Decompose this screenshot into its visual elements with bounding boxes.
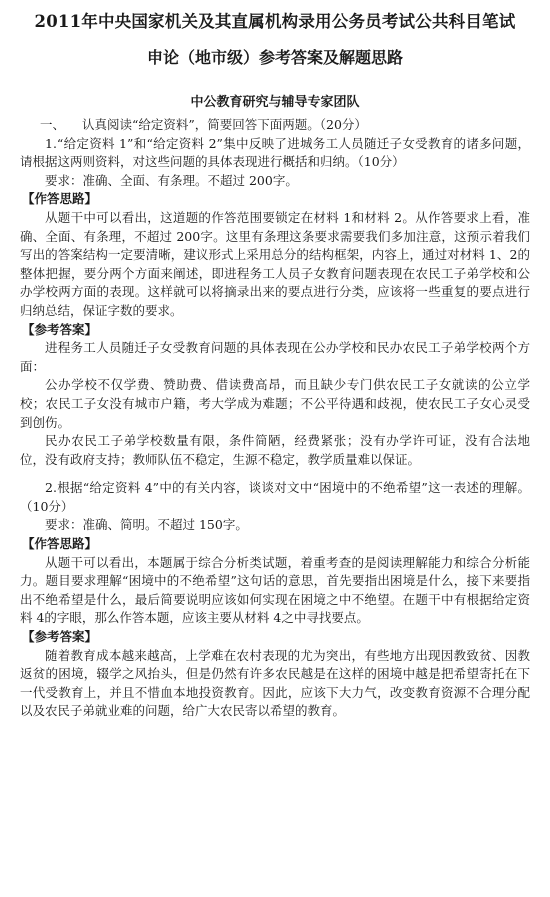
q2-answer: 随着教育成本越来越高，上学难在农村表现的尤为突出，有些地方出现因教致贫、因教返贫的困境，辍学之风抬头，但是仍然有许多农民越是在这样的困境中越是把希望寄托在下一代受教育上，并且不惜血本地投资教育。因此，应该下大力气，改变教育资源不合理分配以及农民子弟就业难的问题，给广大农民寄以希望的教育。 (20, 647, 530, 719)
q2-question: 2.根据“给定资料 4”中的有关内容，谈谈对文中“困境中的不绝希望”这一表述的理解。（10分） (20, 480, 530, 514)
document-title: 2011年中央国家机关及其直属机构录用公务员考试公共科目笔试 (34, 12, 516, 31)
q1-answer-private: 民办农民工子弟学校数量有限，条件简陋，经费紧张；没有办学许可证，没有合法地位，没有政府支持；教师队伍不稳定，生源不稳定，教学质量难以保证。 (20, 433, 530, 467)
q1-idea: 从题干中可以看出，这道题的作答范围要锁定在材料 1和材料 2。从作答要求上看，准确、全面、有条理，不超过 200字。这里有条理这条要求需要我们多加注意，这预示着我们写出的答案结构一定要清晰，建议形式上采用总分的结构框架，内容上，通过对材料 1、2的整体把握，要分两个方面来阐述，即进程务工人员子女教育问题表现在农民工子弟学校和公办学校两方面的表现。这样就可以将摘录出来的要点进行分类，应该将一些重复的要点进行归纳总结，保证字数的要求。 (20, 209, 530, 318)
document-subtitle: 申论（地市级）参考答案及解题思路 (146, 48, 403, 67)
q1-answer-tag: 【参考答案】 (22, 321, 98, 337)
section-number: 一、 (40, 117, 66, 132)
q2-idea: 从题干可以看出，本题属于综合分析类试题，着重考查的是阅读理解能力和综合分析能力。题目要求理解“困境中的不绝希望”这句话的意思，首先要指出困境是什么，接下来要指出不绝希望是什么，最后简要说明应该如何实现在困境之中不绝望。在题干中有根据给定资料 4的字眼，那么作答本题，应该主要从材料 4之中寻找要点。 (20, 554, 530, 626)
section-heading (20, 116, 530, 135)
spacer (20, 469, 530, 479)
q1-question: 1.“给定资料 1”和“给定资料 2”集中反映了进城务工人员随迁子女受教育的诸多问题，请根据这两则资料，对这些问题的具体表现进行概括和归纳。（10分） (20, 135, 530, 170)
q2-answer-tag: 【参考答案】 (22, 629, 98, 645)
q2-idea-tag: 【作答思路】 (22, 536, 98, 552)
q1-answer-public: 公办学校不仅学费、赞助费、借读费高昂，而且缺少专门供农民工子女就读的公立学校；农民工子女没有城市户籍，考大学成为难题；不公平待遇和歧视，使农民工子女心灵受到创伤。 (20, 377, 530, 430)
author-team: 中公教育研究与辅导专家团队 (190, 95, 360, 110)
q2-requirement: 要求：准确、简明。不超过 150字。 (45, 517, 248, 533)
q1-requirement: 要求：准确、全面、有条理。不超过 200字。 (45, 172, 298, 188)
q1-idea-tag: 【作答思路】 (22, 191, 98, 207)
section-instruction: 认真阅读“给定资料”，简要回答下面两题。（20分） (82, 117, 367, 132)
q1-answer-intro: 进程务工人员随迁子女受教育问题的具体表现在公办学校和民办农民工子弟学校两个方面： (20, 340, 530, 374)
